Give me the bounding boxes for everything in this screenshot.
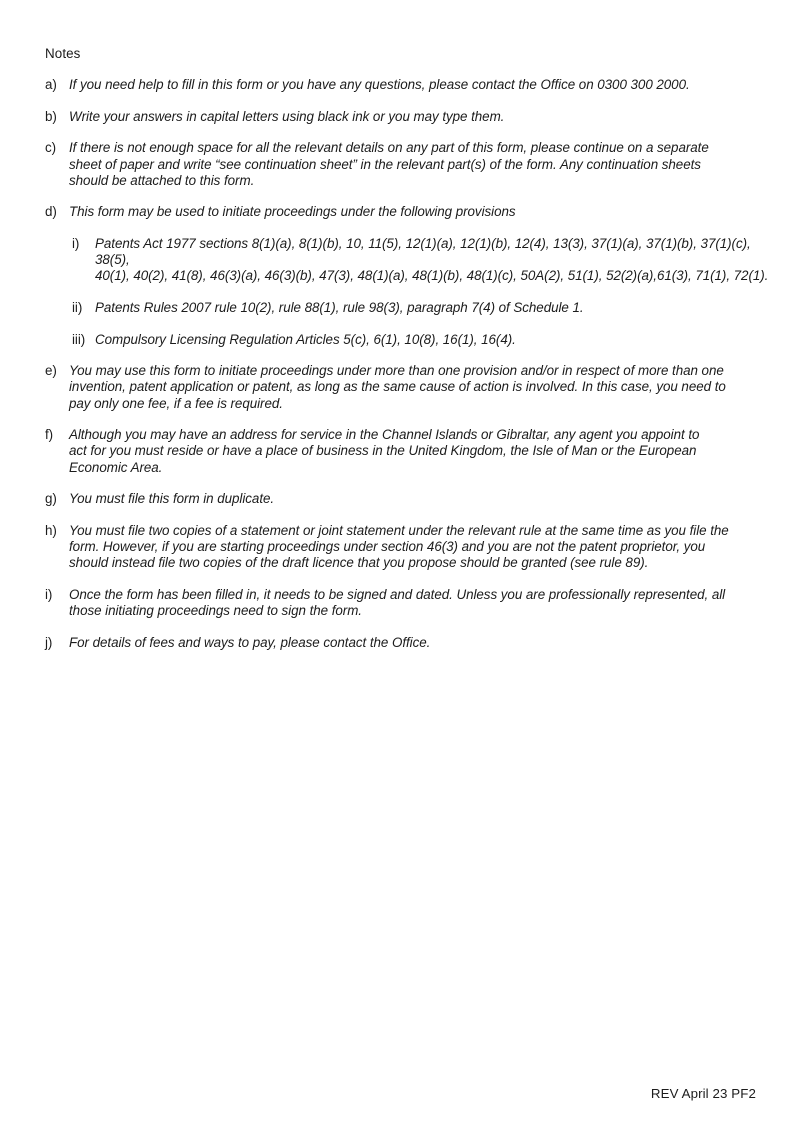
note-item-e [45,363,770,412]
note-item-i [45,587,770,619]
note-text-e: You may use this form to initiate proceedings under more than one provision and/or in respect of more than one invention, patent application or patent, as long as the same cause of action is involved. In this case, you need to pay only one fee, if a fee is required. [69,363,726,411]
provision-text-ii: Patents Rules 2007 rule 10(2), rule 88(1), rule 98(3), paragraph 7(4) of Schedule 1. [95,299,584,315]
note-text-i: Once the form has been filled in, it needs to be signed and dated. Unless you are professionally represented, all those initiating proceedings need to sign the form. [69,586,726,618]
note-item-f [45,427,770,476]
note-item-b [45,109,770,125]
note-item-g [45,491,770,507]
provision-label-iii: iii) [72,331,86,347]
note-text-b: Write your answers in capital letters using black ink or you may type them. [69,108,505,124]
note-item-d [45,204,770,220]
note-label-e: e) [45,363,57,379]
note-label-h: h) [45,522,57,538]
note-text-j: For details of fees and ways to pay, please contact the Office. [69,634,431,650]
note-label-a: a) [45,77,57,93]
note-label-c: c) [45,140,57,156]
note-item-h [45,523,770,572]
page-title: Notes [45,46,81,61]
note-item-c [45,140,770,189]
note-item-j [45,635,770,651]
note-label-f: f) [45,427,54,443]
provision-item-i [72,236,770,285]
note-text-c: If there is not enough space for all the relevant details on any part of this form, please continue on a separate sheet of paper and write “see continuation sheet” in the relevant part(s) of the form. Any continuation sheets should be attached to this form. [69,140,709,188]
note-text-h: You must file two copies of a statement or joint statement under the relevant rule at the same time as you file the form. However, if you are starting proceedings under section 46(3) and you are not the patent proprietor, you should instead file two copies of the draft licence that you propose should be granted (see rule 89). [69,522,729,571]
provision-text-i: Patents Act 1977 sections 8(1)(a), 8(1)(b), 10, 11(5), 12(1)(a), 12(1)(b), 12(4), 13(3), 37(1)(a), 37(1)(b), 37(1)(c), 38(5), 40(1), 40(2), 41(8), 46(3)(a), 46(3)(b), 47(3), 48(1)(a), 48(1)(b), 48(1)(c), 50A(2), 51(1), 52(2)(a),61(3), 71(1), 72(1). [95,235,769,284]
provision-label-i: i) [72,235,80,251]
provisions-list [72,236,770,348]
note-label-b: b) [45,108,57,124]
note-text-d: This form may be used to initiate proceedings under the following provisions [69,204,516,220]
note-text-f: Although you may have an address for service in the Channel Islands or Gibraltar, any agent you appoint to act for you must reside or have a place of business in the United Kingdom, the Isle of Man or the European Economic Area. [69,427,700,475]
notes-content [45,46,770,666]
note-label-d: d) [45,204,57,220]
note-label-j: j) [45,634,53,650]
provision-item-ii [72,300,770,316]
note-label-g: g) [45,491,57,507]
provision-item-iii [72,332,770,348]
note-label-i: i) [45,586,53,602]
provision-text-iii: Compulsory Licensing Regulation Articles 5(c), 6(1), 10(8), 16(1), 16(4). [95,331,516,347]
note-text-g: You must file this form in duplicate. [69,491,275,507]
note-item-a [45,77,770,93]
provision-label-ii: ii) [72,299,83,315]
footer-revision: REV April 23 PF2 [650,1086,756,1101]
note-text-a: If you need help to fill in this form or you have any questions, please contact the Office on 0300 300 2000. [69,77,690,93]
